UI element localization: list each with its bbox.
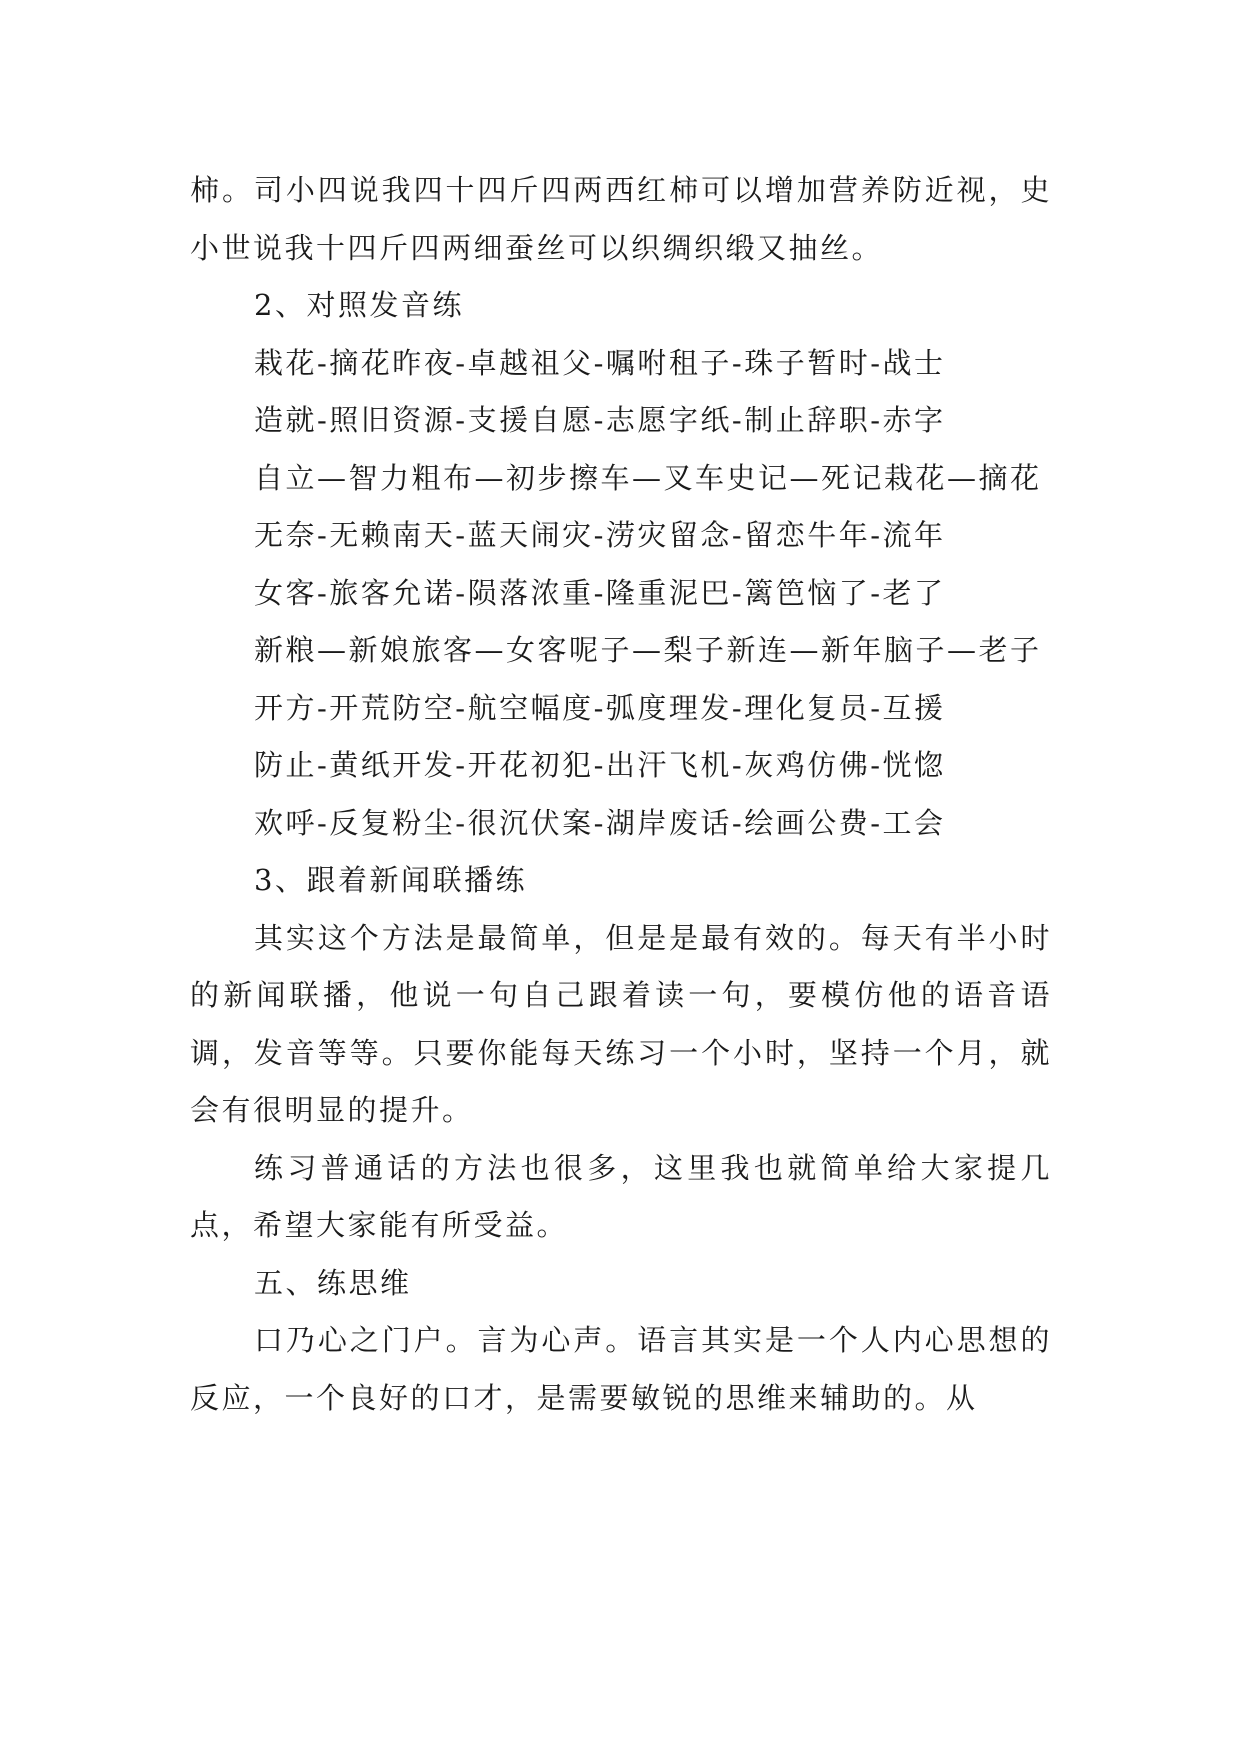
- paragraph: 防止-黄纸开发-开花初犯-出汗飞机-灰鸡仿佛-恍惚: [254, 748, 946, 782]
- document-body: [190, 162, 1052, 1427]
- paragraph: 新粮—新娘旅客—女客呢子—梨子新连—新年脑子—老子: [254, 633, 1042, 667]
- paragraph: 练习普通话的方法也很多，这里我也就简单给大家提几点，希望大家能有所受益。: [190, 1150, 1052, 1242]
- paragraph: 女客-旅客允诺-陨落浓重-隆重泥巴-篱笆恼了-老了: [254, 575, 946, 610]
- section-heading: 五、练思维: [254, 1265, 412, 1300]
- paragraph: 其实这个方法是最简单，但是是最有效的。每天有半小时的新闻联播，他说一句自己跟着读一句，要模仿他的语音语调，发音等等。只要你能每天练习一个小时，坚持一个月，就会有很明显的提升。: [190, 920, 1052, 1127]
- paragraph: 柿。司小四说我四十四斤四两西红柿可以增加营养防近视，史小世说我十四斤四两细蚕丝可以织绸织缎又抽丝。: [190, 173, 1052, 265]
- paragraph: 口乃心之门户。言为心声。语言其实是一个人内心思想的反应，一个良好的口才，是需要敏锐的思维来辅助的。从: [190, 1323, 1052, 1415]
- paragraph: 造就-照旧资源-支援自愿-志愿字纸-制止辞职-赤字: [254, 403, 946, 437]
- paragraph: 开方-开荒防空-航空幅度-弧度理发-理化复员-互援: [254, 690, 946, 725]
- section-heading: 2、对照发音练: [254, 288, 464, 322]
- paragraph: 自立—智力粗布—初步擦车—叉车史记—死记栽花—摘花: [254, 460, 1042, 495]
- paragraph: 欢呼-反复粉尘-很沉伏案-湖岸废话-绘画公费-工会: [254, 805, 946, 840]
- paragraph: 栽花-摘花昨夜-卓越祖父-嘱咐租子-珠子暂时-战士: [254, 345, 946, 380]
- paragraph: 无奈-无赖南天-蓝天闹灾-涝灾留念-留恋牛年-流年: [254, 518, 946, 552]
- section-heading: 3、跟着新闻联播练: [254, 863, 527, 897]
